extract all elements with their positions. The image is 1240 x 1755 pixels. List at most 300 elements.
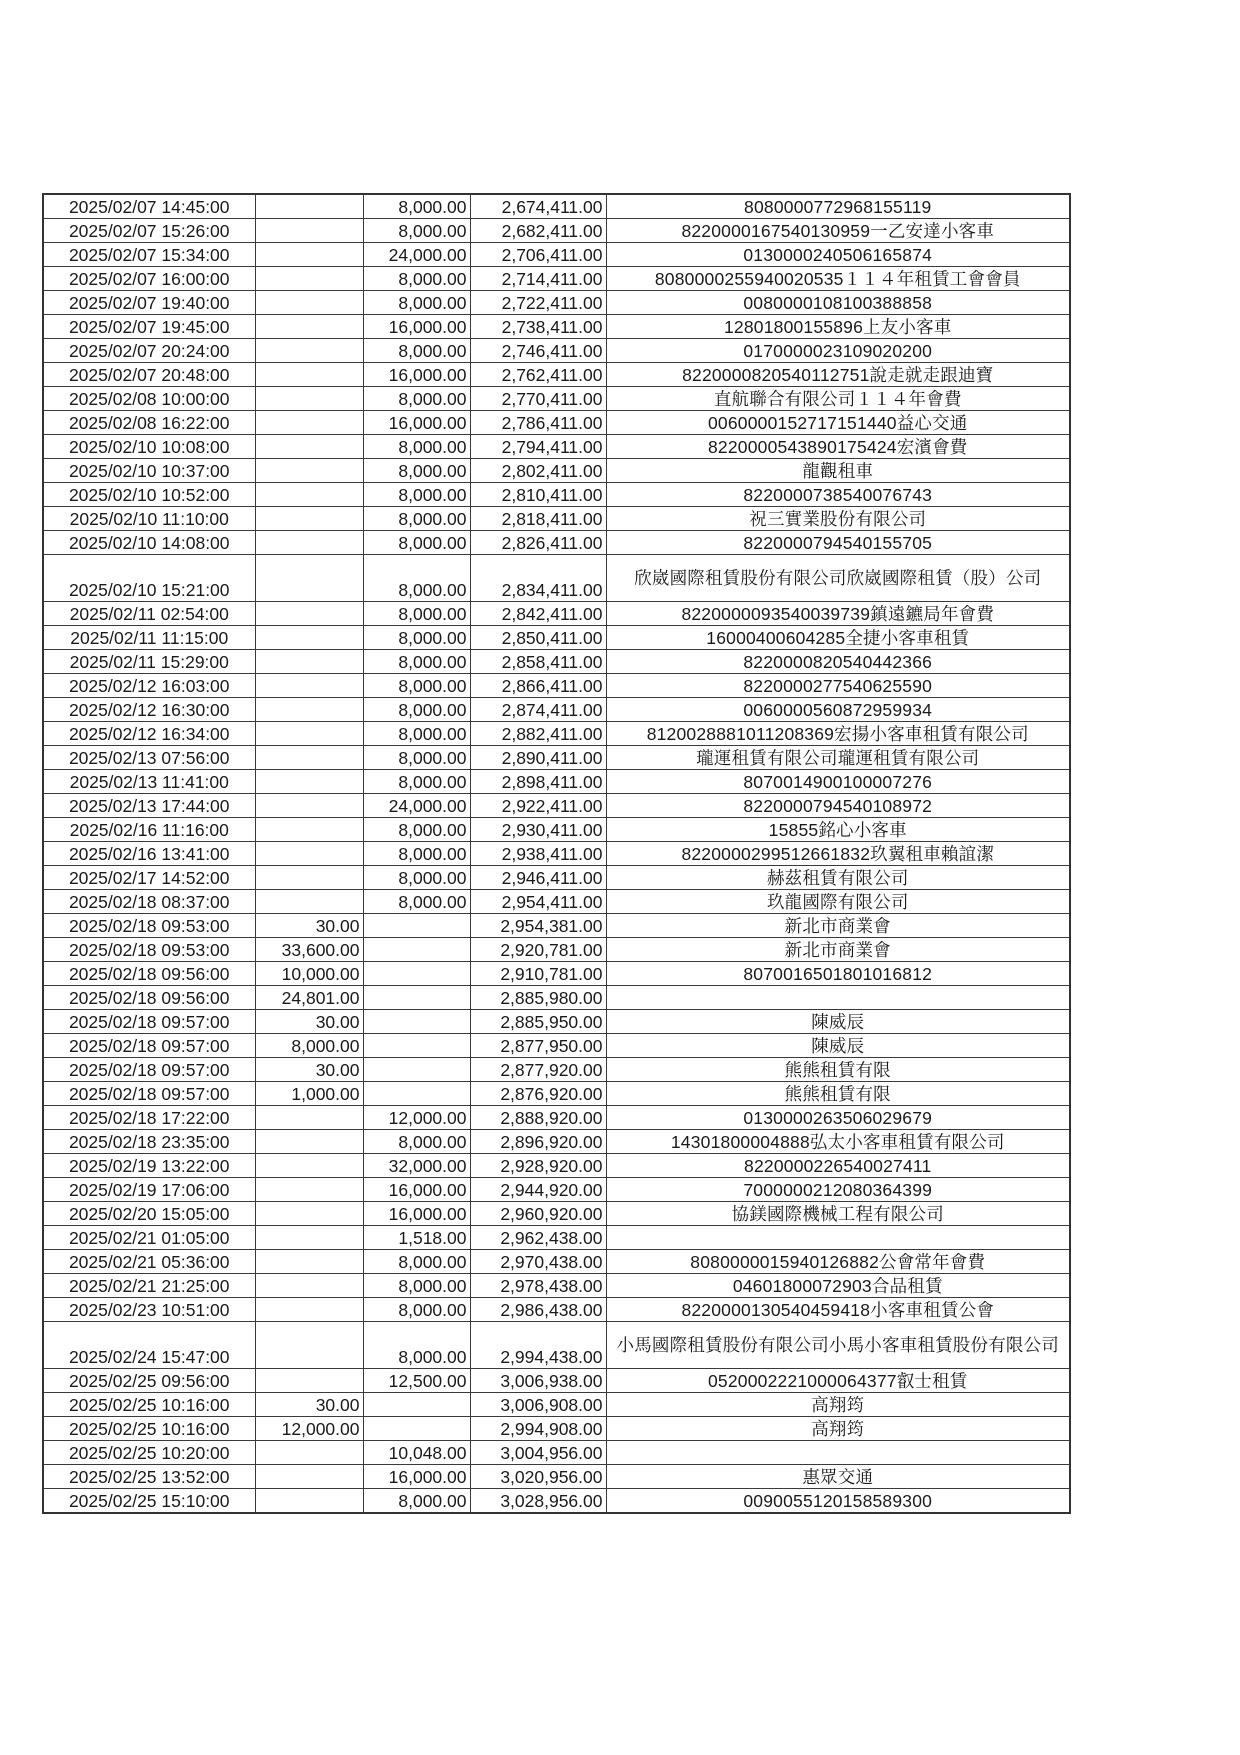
deposit-amount: 8,000.00 bbox=[363, 650, 470, 674]
withdrawal-amount bbox=[255, 1178, 363, 1202]
deposit-amount bbox=[363, 1034, 470, 1058]
transaction-datetime: 2025/02/07 15:26:00 bbox=[43, 219, 255, 243]
balance-amount: 2,885,950.00 bbox=[470, 1010, 606, 1034]
transaction-memo: 8220000820540442366 bbox=[606, 650, 1070, 674]
deposit-amount: 32,000.00 bbox=[363, 1154, 470, 1178]
table-row bbox=[43, 1154, 1070, 1178]
transaction-datetime: 2025/02/19 17:06:00 bbox=[43, 1178, 255, 1202]
transaction-memo: 陳威辰 bbox=[606, 1034, 1070, 1058]
balance-amount: 2,810,411.00 bbox=[470, 483, 606, 507]
transaction-memo: 8220000277540625590 bbox=[606, 674, 1070, 698]
table-row bbox=[43, 531, 1070, 555]
withdrawal-amount: 1,000.00 bbox=[255, 1082, 363, 1106]
transaction-memo: 0090055120158589300 bbox=[606, 1489, 1070, 1514]
table-row bbox=[43, 459, 1070, 483]
deposit-amount: 8,000.00 bbox=[363, 746, 470, 770]
transaction-datetime: 2025/02/10 11:10:00 bbox=[43, 507, 255, 531]
balance-amount: 2,722,411.00 bbox=[470, 291, 606, 315]
deposit-amount: 12,500.00 bbox=[363, 1369, 470, 1393]
transaction-memo: 0520002221000064377叡士租賃 bbox=[606, 1369, 1070, 1393]
deposit-amount: 8,000.00 bbox=[363, 1274, 470, 1298]
deposit-amount: 8,000.00 bbox=[363, 770, 470, 794]
transaction-memo: 高翔筠 bbox=[606, 1417, 1070, 1441]
transaction-memo: 8220000299512661832玖翼租車賴誼潔 bbox=[606, 842, 1070, 866]
balance-amount: 2,874,411.00 bbox=[470, 698, 606, 722]
transaction-memo: 龍觀租車 bbox=[606, 459, 1070, 483]
balance-amount: 2,890,411.00 bbox=[470, 746, 606, 770]
balance-amount: 2,938,411.00 bbox=[470, 842, 606, 866]
table-row bbox=[43, 866, 1070, 890]
deposit-amount: 8,000.00 bbox=[363, 1322, 470, 1369]
withdrawal-amount: 30.00 bbox=[255, 1010, 363, 1034]
table-row bbox=[43, 1465, 1070, 1489]
table-row bbox=[43, 435, 1070, 459]
deposit-amount: 8,000.00 bbox=[363, 194, 470, 219]
deposit-amount: 8,000.00 bbox=[363, 1130, 470, 1154]
withdrawal-amount: 10,000.00 bbox=[255, 962, 363, 986]
withdrawal-amount bbox=[255, 1298, 363, 1322]
transaction-datetime: 2025/02/11 11:15:00 bbox=[43, 626, 255, 650]
withdrawal-amount bbox=[255, 602, 363, 626]
balance-amount: 2,850,411.00 bbox=[470, 626, 606, 650]
balance-amount: 2,954,381.00 bbox=[470, 914, 606, 938]
withdrawal-amount bbox=[255, 1202, 363, 1226]
transaction-memo: 8120028881011208369宏揚小客車租賃有限公司 bbox=[606, 722, 1070, 746]
balance-amount: 2,738,411.00 bbox=[470, 315, 606, 339]
deposit-amount: 8,000.00 bbox=[363, 483, 470, 507]
deposit-amount: 8,000.00 bbox=[363, 531, 470, 555]
balance-amount: 2,858,411.00 bbox=[470, 650, 606, 674]
transaction-memo: 8220000794540155705 bbox=[606, 531, 1070, 555]
balance-amount: 2,896,920.00 bbox=[470, 1130, 606, 1154]
transaction-datetime: 2025/02/13 07:56:00 bbox=[43, 746, 255, 770]
transaction-datetime: 2025/02/12 16:34:00 bbox=[43, 722, 255, 746]
transaction-datetime: 2025/02/11 02:54:00 bbox=[43, 602, 255, 626]
transaction-datetime: 2025/02/20 15:05:00 bbox=[43, 1202, 255, 1226]
balance-amount: 2,866,411.00 bbox=[470, 674, 606, 698]
transaction-datetime: 2025/02/11 15:29:00 bbox=[43, 650, 255, 674]
transaction-memo: 7000000212080364399 bbox=[606, 1178, 1070, 1202]
transaction-datetime: 2025/02/18 09:53:00 bbox=[43, 938, 255, 962]
balance-amount: 2,882,411.00 bbox=[470, 722, 606, 746]
balance-amount: 2,962,438.00 bbox=[470, 1226, 606, 1250]
transaction-memo: 8080000015940126882公會常年會費 bbox=[606, 1250, 1070, 1274]
transaction-datetime: 2025/02/17 14:52:00 bbox=[43, 866, 255, 890]
table-row bbox=[43, 194, 1070, 219]
balance-amount: 3,006,938.00 bbox=[470, 1369, 606, 1393]
transaction-datetime: 2025/02/10 10:08:00 bbox=[43, 435, 255, 459]
transaction-memo: 8070014900100007276 bbox=[606, 770, 1070, 794]
table-row bbox=[43, 387, 1070, 411]
transaction-memo: 新北市商業會 bbox=[606, 938, 1070, 962]
transaction-datetime: 2025/02/08 10:00:00 bbox=[43, 387, 255, 411]
withdrawal-amount bbox=[255, 890, 363, 914]
withdrawal-amount bbox=[255, 626, 363, 650]
balance-amount: 2,762,411.00 bbox=[470, 363, 606, 387]
withdrawal-amount bbox=[255, 315, 363, 339]
deposit-amount: 8,000.00 bbox=[363, 387, 470, 411]
transaction-memo: 欣崴國際租賃股份有限公司欣崴國際租賃（股）公司 bbox=[606, 555, 1070, 602]
balance-amount: 2,910,781.00 bbox=[470, 962, 606, 986]
transaction-datetime: 2025/02/13 17:44:00 bbox=[43, 794, 255, 818]
table-row bbox=[43, 1130, 1070, 1154]
deposit-amount: 8,000.00 bbox=[363, 459, 470, 483]
withdrawal-amount bbox=[255, 387, 363, 411]
transaction-datetime: 2025/02/16 13:41:00 bbox=[43, 842, 255, 866]
table-row bbox=[43, 1441, 1070, 1465]
deposit-amount bbox=[363, 962, 470, 986]
transaction-datetime: 2025/02/16 11:16:00 bbox=[43, 818, 255, 842]
transaction-memo: 瓏運租賃有限公司瓏運租賃有限公司 bbox=[606, 746, 1070, 770]
transaction-datetime: 2025/02/24 15:47:00 bbox=[43, 1322, 255, 1369]
deposit-amount: 8,000.00 bbox=[363, 219, 470, 243]
balance-amount: 2,876,920.00 bbox=[470, 1082, 606, 1106]
table-row bbox=[43, 842, 1070, 866]
transaction-memo: 8220000794540108972 bbox=[606, 794, 1070, 818]
deposit-amount: 8,000.00 bbox=[363, 818, 470, 842]
balance-amount: 2,970,438.00 bbox=[470, 1250, 606, 1274]
deposit-amount: 16,000.00 bbox=[363, 411, 470, 435]
withdrawal-amount: 24,801.00 bbox=[255, 986, 363, 1010]
balance-amount: 2,877,950.00 bbox=[470, 1034, 606, 1058]
transaction-memo: 8080000255940020535１１４年租賃工會會員 bbox=[606, 267, 1070, 291]
withdrawal-amount bbox=[255, 1274, 363, 1298]
withdrawal-amount bbox=[255, 483, 363, 507]
table-row bbox=[43, 1322, 1070, 1369]
balance-amount: 2,818,411.00 bbox=[470, 507, 606, 531]
transaction-memo: 8220000820540112751說走就走跟迪寶 bbox=[606, 363, 1070, 387]
deposit-amount: 8,000.00 bbox=[363, 267, 470, 291]
transaction-datetime: 2025/02/18 09:53:00 bbox=[43, 914, 255, 938]
withdrawal-amount bbox=[255, 1226, 363, 1250]
transaction-memo: 陳威辰 bbox=[606, 1010, 1070, 1034]
table-row bbox=[43, 1178, 1070, 1202]
withdrawal-amount bbox=[255, 1106, 363, 1130]
balance-amount: 2,994,438.00 bbox=[470, 1322, 606, 1369]
transaction-datetime: 2025/02/25 15:10:00 bbox=[43, 1489, 255, 1514]
withdrawal-amount bbox=[255, 555, 363, 602]
balance-amount: 2,714,411.00 bbox=[470, 267, 606, 291]
withdrawal-amount: 8,000.00 bbox=[255, 1034, 363, 1058]
transaction-datetime: 2025/02/07 20:48:00 bbox=[43, 363, 255, 387]
balance-amount: 2,746,411.00 bbox=[470, 339, 606, 363]
table-row bbox=[43, 602, 1070, 626]
transaction-datetime: 2025/02/25 10:20:00 bbox=[43, 1441, 255, 1465]
transaction-datetime: 2025/02/21 21:25:00 bbox=[43, 1274, 255, 1298]
transaction-datetime: 2025/02/07 19:45:00 bbox=[43, 315, 255, 339]
balance-amount: 2,944,920.00 bbox=[470, 1178, 606, 1202]
table-row bbox=[43, 938, 1070, 962]
deposit-amount: 12,000.00 bbox=[363, 1106, 470, 1130]
transaction-datetime: 2025/02/13 11:41:00 bbox=[43, 770, 255, 794]
transaction-datetime: 2025/02/25 10:16:00 bbox=[43, 1393, 255, 1417]
transaction-memo: 0060000560872959934 bbox=[606, 698, 1070, 722]
withdrawal-amount bbox=[255, 1322, 363, 1369]
balance-amount: 3,028,956.00 bbox=[470, 1489, 606, 1514]
deposit-amount bbox=[363, 1058, 470, 1082]
transaction-datetime: 2025/02/18 09:56:00 bbox=[43, 986, 255, 1010]
deposit-amount: 16,000.00 bbox=[363, 1202, 470, 1226]
transaction-datetime: 2025/02/07 20:24:00 bbox=[43, 339, 255, 363]
table-row bbox=[43, 1489, 1070, 1514]
deposit-amount: 8,000.00 bbox=[363, 626, 470, 650]
transaction-memo: 8220000130540459418小客車租賃公會 bbox=[606, 1298, 1070, 1322]
transaction-memo: 新北市商業會 bbox=[606, 914, 1070, 938]
transaction-memo: 0060000152717151440益心交通 bbox=[606, 411, 1070, 435]
withdrawal-amount bbox=[255, 746, 363, 770]
deposit-amount: 8,000.00 bbox=[363, 842, 470, 866]
table-row bbox=[43, 698, 1070, 722]
table-row bbox=[43, 794, 1070, 818]
withdrawal-amount bbox=[255, 1369, 363, 1393]
transaction-memo: 熊熊租賃有限 bbox=[606, 1082, 1070, 1106]
withdrawal-amount bbox=[255, 1130, 363, 1154]
table-row bbox=[43, 1106, 1070, 1130]
transaction-memo: 直航聯合有限公司１１４年會費 bbox=[606, 387, 1070, 411]
transaction-datetime: 2025/02/08 16:22:00 bbox=[43, 411, 255, 435]
withdrawal-amount bbox=[255, 243, 363, 267]
transaction-memo: 16000400604285全捷小客車租賃 bbox=[606, 626, 1070, 650]
table-row bbox=[43, 1082, 1070, 1106]
withdrawal-amount bbox=[255, 650, 363, 674]
balance-amount: 2,946,411.00 bbox=[470, 866, 606, 890]
transaction-memo: 15855銘心小客車 bbox=[606, 818, 1070, 842]
deposit-amount: 8,000.00 bbox=[363, 674, 470, 698]
transaction-memo: 協鎂國際機械工程有限公司 bbox=[606, 1202, 1070, 1226]
withdrawal-amount bbox=[255, 411, 363, 435]
table-row bbox=[43, 315, 1070, 339]
transaction-datetime: 2025/02/12 16:30:00 bbox=[43, 698, 255, 722]
table-row bbox=[43, 650, 1070, 674]
balance-amount: 2,986,438.00 bbox=[470, 1298, 606, 1322]
table-row bbox=[43, 267, 1070, 291]
balance-amount: 2,842,411.00 bbox=[470, 602, 606, 626]
withdrawal-amount bbox=[255, 363, 363, 387]
balance-amount: 2,770,411.00 bbox=[470, 387, 606, 411]
balance-amount: 2,954,411.00 bbox=[470, 890, 606, 914]
transaction-datetime: 2025/02/18 23:35:00 bbox=[43, 1130, 255, 1154]
table-row bbox=[43, 746, 1070, 770]
table-row bbox=[43, 770, 1070, 794]
transaction-memo: 8070016501801016812 bbox=[606, 962, 1070, 986]
transaction-memo: 8220000543890175424宏濱會費 bbox=[606, 435, 1070, 459]
balance-amount: 2,802,411.00 bbox=[470, 459, 606, 483]
table-row bbox=[43, 1010, 1070, 1034]
balance-amount: 2,834,411.00 bbox=[470, 555, 606, 602]
balance-amount: 2,978,438.00 bbox=[470, 1274, 606, 1298]
deposit-amount bbox=[363, 986, 470, 1010]
table-row bbox=[43, 626, 1070, 650]
transaction-datetime: 2025/02/10 10:37:00 bbox=[43, 459, 255, 483]
balance-amount: 2,706,411.00 bbox=[470, 243, 606, 267]
balance-amount: 2,674,411.00 bbox=[470, 194, 606, 219]
deposit-amount bbox=[363, 1082, 470, 1106]
transaction-memo: 赫茲租賃有限公司 bbox=[606, 866, 1070, 890]
withdrawal-amount bbox=[255, 459, 363, 483]
balance-amount: 2,920,781.00 bbox=[470, 938, 606, 962]
table-row bbox=[43, 219, 1070, 243]
balance-amount: 2,928,920.00 bbox=[470, 1154, 606, 1178]
transaction-memo: 8220000226540027411 bbox=[606, 1154, 1070, 1178]
withdrawal-amount bbox=[255, 842, 363, 866]
balance-amount: 3,020,956.00 bbox=[470, 1465, 606, 1489]
table-row bbox=[43, 1417, 1070, 1441]
deposit-amount: 8,000.00 bbox=[363, 435, 470, 459]
transaction-memo: 高翔筠 bbox=[606, 1393, 1070, 1417]
withdrawal-amount bbox=[255, 507, 363, 531]
deposit-amount: 8,000.00 bbox=[363, 291, 470, 315]
deposit-amount bbox=[363, 914, 470, 938]
table-row bbox=[43, 363, 1070, 387]
transaction-datetime: 2025/02/18 09:56:00 bbox=[43, 962, 255, 986]
transaction-memo: 惠眾交通 bbox=[606, 1465, 1070, 1489]
deposit-amount: 8,000.00 bbox=[363, 1489, 470, 1514]
transaction-memo: 0080000108100388858 bbox=[606, 291, 1070, 315]
withdrawal-amount bbox=[255, 219, 363, 243]
deposit-amount: 8,000.00 bbox=[363, 698, 470, 722]
deposit-amount bbox=[363, 1417, 470, 1441]
transaction-memo: 8080000772968155119 bbox=[606, 194, 1070, 219]
deposit-amount bbox=[363, 938, 470, 962]
transaction-memo: 8220000093540039739鎮遠鑣局年會費 bbox=[606, 602, 1070, 626]
withdrawal-amount bbox=[255, 794, 363, 818]
deposit-amount: 8,000.00 bbox=[363, 1298, 470, 1322]
transaction-memo: 祝三實業股份有限公司 bbox=[606, 507, 1070, 531]
balance-amount: 2,888,920.00 bbox=[470, 1106, 606, 1130]
table-row bbox=[43, 555, 1070, 602]
transaction-datetime: 2025/02/18 09:57:00 bbox=[43, 1034, 255, 1058]
transaction-memo: 0170000023109020200 bbox=[606, 339, 1070, 363]
withdrawal-amount: 33,600.00 bbox=[255, 938, 363, 962]
deposit-amount: 8,000.00 bbox=[363, 866, 470, 890]
deposit-amount: 8,000.00 bbox=[363, 890, 470, 914]
transaction-datetime: 2025/02/21 01:05:00 bbox=[43, 1226, 255, 1250]
balance-amount: 2,994,908.00 bbox=[470, 1417, 606, 1441]
deposit-amount: 8,000.00 bbox=[363, 507, 470, 531]
table-row bbox=[43, 1393, 1070, 1417]
transaction-memo bbox=[606, 1226, 1070, 1250]
withdrawal-amount: 30.00 bbox=[255, 914, 363, 938]
withdrawal-amount: 12,000.00 bbox=[255, 1417, 363, 1441]
transaction-datetime: 2025/02/18 08:37:00 bbox=[43, 890, 255, 914]
table-row bbox=[43, 339, 1070, 363]
transaction-datetime: 2025/02/07 14:45:00 bbox=[43, 194, 255, 219]
transaction-memo: 8220000738540076743 bbox=[606, 483, 1070, 507]
table-row bbox=[43, 1202, 1070, 1226]
transaction-memo: 04601800072903合品租賃 bbox=[606, 1274, 1070, 1298]
transaction-memo: 8220000167540130959一乙安達小客車 bbox=[606, 219, 1070, 243]
withdrawal-amount bbox=[255, 531, 363, 555]
transaction-datetime: 2025/02/23 10:51:00 bbox=[43, 1298, 255, 1322]
transaction-datetime: 2025/02/19 13:22:00 bbox=[43, 1154, 255, 1178]
transaction-datetime: 2025/02/18 17:22:00 bbox=[43, 1106, 255, 1130]
table-row bbox=[43, 890, 1070, 914]
withdrawal-amount bbox=[255, 1465, 363, 1489]
deposit-amount bbox=[363, 1393, 470, 1417]
deposit-amount: 16,000.00 bbox=[363, 1465, 470, 1489]
balance-amount: 2,960,920.00 bbox=[470, 1202, 606, 1226]
transaction-datetime: 2025/02/12 16:03:00 bbox=[43, 674, 255, 698]
deposit-amount: 24,000.00 bbox=[363, 243, 470, 267]
transaction-datetime: 2025/02/25 09:56:00 bbox=[43, 1369, 255, 1393]
table-row bbox=[43, 1034, 1070, 1058]
deposit-amount: 8,000.00 bbox=[363, 602, 470, 626]
deposit-amount: 16,000.00 bbox=[363, 315, 470, 339]
withdrawal-amount bbox=[255, 339, 363, 363]
transaction-datetime: 2025/02/25 13:52:00 bbox=[43, 1465, 255, 1489]
transaction-datetime: 2025/02/25 10:16:00 bbox=[43, 1417, 255, 1441]
transaction-table-body bbox=[43, 194, 1070, 1513]
table-row bbox=[43, 483, 1070, 507]
withdrawal-amount: 30.00 bbox=[255, 1058, 363, 1082]
balance-amount: 2,877,920.00 bbox=[470, 1058, 606, 1082]
transaction-memo: 0130000240506165874 bbox=[606, 243, 1070, 267]
table-row bbox=[43, 986, 1070, 1010]
table-row bbox=[43, 1226, 1070, 1250]
deposit-amount: 16,000.00 bbox=[363, 363, 470, 387]
withdrawal-amount bbox=[255, 818, 363, 842]
transaction-datetime: 2025/02/18 09:57:00 bbox=[43, 1058, 255, 1082]
table-row bbox=[43, 411, 1070, 435]
balance-amount: 2,682,411.00 bbox=[470, 219, 606, 243]
table-row bbox=[43, 722, 1070, 746]
transaction-datetime: 2025/02/18 09:57:00 bbox=[43, 1082, 255, 1106]
balance-amount: 3,004,956.00 bbox=[470, 1441, 606, 1465]
deposit-amount: 16,000.00 bbox=[363, 1178, 470, 1202]
transaction-memo bbox=[606, 1441, 1070, 1465]
transaction-memo: 玖龍國際有限公司 bbox=[606, 890, 1070, 914]
table-row bbox=[43, 243, 1070, 267]
transaction-datetime: 2025/02/21 05:36:00 bbox=[43, 1250, 255, 1274]
withdrawal-amount bbox=[255, 1489, 363, 1514]
table-row bbox=[43, 1369, 1070, 1393]
table-row bbox=[43, 507, 1070, 531]
table-row bbox=[43, 1250, 1070, 1274]
withdrawal-amount bbox=[255, 291, 363, 315]
transaction-datetime: 2025/02/10 15:21:00 bbox=[43, 555, 255, 602]
deposit-amount: 10,048.00 bbox=[363, 1441, 470, 1465]
transaction-datetime: 2025/02/10 10:52:00 bbox=[43, 483, 255, 507]
withdrawal-amount bbox=[255, 770, 363, 794]
balance-amount: 2,898,411.00 bbox=[470, 770, 606, 794]
table-row bbox=[43, 1058, 1070, 1082]
withdrawal-amount bbox=[255, 866, 363, 890]
balance-amount: 2,930,411.00 bbox=[470, 818, 606, 842]
deposit-amount: 8,000.00 bbox=[363, 339, 470, 363]
transaction-memo: 0130000263506029679 bbox=[606, 1106, 1070, 1130]
withdrawal-amount bbox=[255, 1441, 363, 1465]
withdrawal-amount bbox=[255, 1154, 363, 1178]
transaction-memo: 12801800155896上友小客車 bbox=[606, 315, 1070, 339]
withdrawal-amount bbox=[255, 698, 363, 722]
transaction-datetime: 2025/02/10 14:08:00 bbox=[43, 531, 255, 555]
table-row bbox=[43, 1274, 1070, 1298]
table-row bbox=[43, 674, 1070, 698]
withdrawal-amount bbox=[255, 267, 363, 291]
transaction-datetime: 2025/02/07 15:34:00 bbox=[43, 243, 255, 267]
table-row bbox=[43, 818, 1070, 842]
transaction-memo bbox=[606, 986, 1070, 1010]
transaction-memo: 14301800004888弘太小客車租賃有限公司 bbox=[606, 1130, 1070, 1154]
deposit-amount: 8,000.00 bbox=[363, 555, 470, 602]
deposit-amount: 24,000.00 bbox=[363, 794, 470, 818]
transaction-datetime: 2025/02/18 09:57:00 bbox=[43, 1010, 255, 1034]
deposit-amount: 8,000.00 bbox=[363, 1250, 470, 1274]
deposit-amount bbox=[363, 1010, 470, 1034]
withdrawal-amount bbox=[255, 674, 363, 698]
transaction-datetime: 2025/02/07 16:00:00 bbox=[43, 267, 255, 291]
withdrawal-amount bbox=[255, 194, 363, 219]
